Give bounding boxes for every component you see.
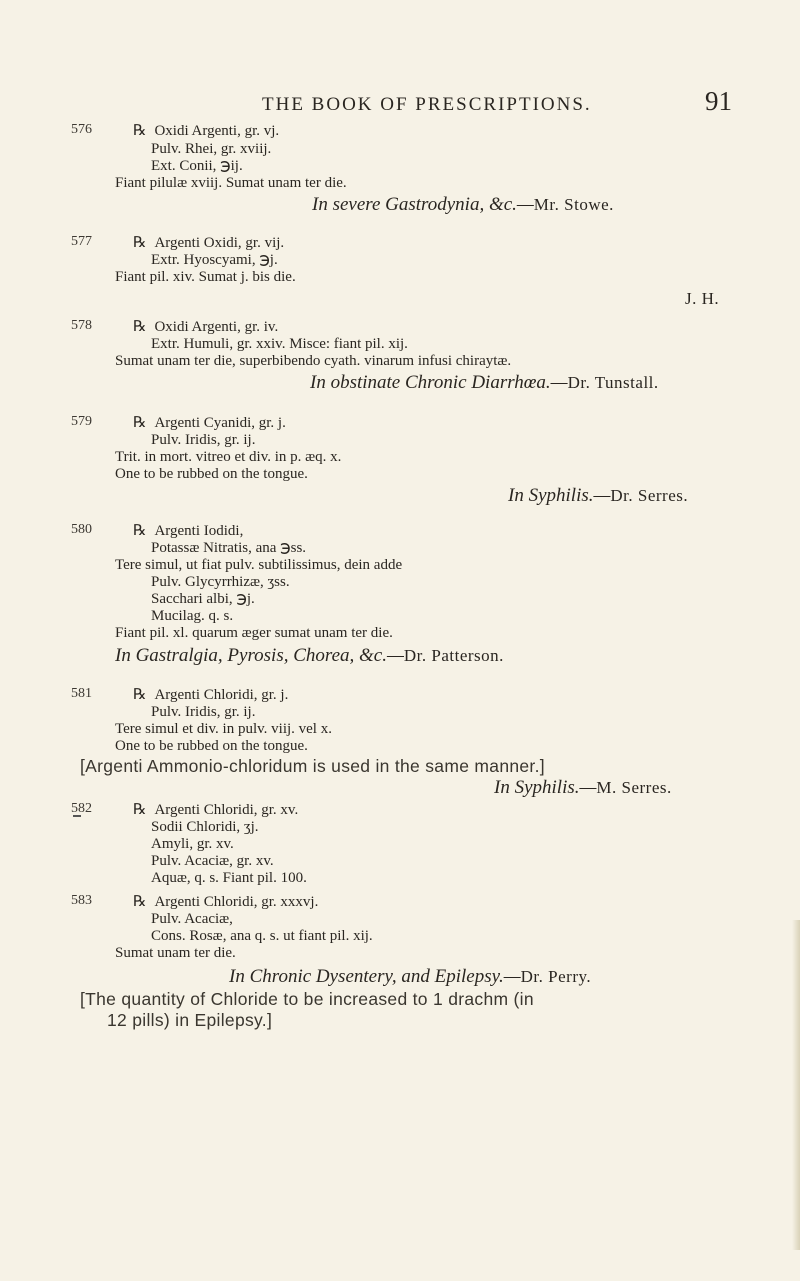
recipe-line: Ext. Conii, ℈ij. [151, 158, 243, 174]
recipe-line: ℞ Oxidi Argenti, gr. iv. [133, 319, 279, 335]
recipe-number: 583 [71, 893, 92, 908]
recipe-number: 576 [71, 122, 92, 137]
recipe-citation: In obstinate Chronic Diarrhœa.—Dr. Tunstall. [310, 372, 659, 393]
recipe-symbol-icon: ℞ [133, 235, 147, 251]
recipe-symbol-icon: ℞ [133, 415, 147, 431]
recipe-number: 581 [71, 686, 92, 701]
recipe-line: Pulv. Acaciæ, [151, 911, 233, 927]
recipe-author: J. H. [685, 289, 720, 308]
recipe-line: Sumat unam ter die, superbibendo cyath. vinarum infusi chiraytæ. [115, 353, 512, 369]
recipe-line: Fiant pil. xiv. Sumat j. bis die. [115, 269, 296, 285]
recipe-line: Extr. Humuli, gr. xxiv. Misce: fiant pil. xij. [151, 336, 408, 352]
recipe-line: Sacchari albi, ℈j. [151, 591, 255, 607]
page-edge-shadow [792, 920, 800, 1250]
recipe-symbol-icon: ℞ [133, 687, 147, 703]
recipe-line: Pulv. Rhei, gr. xviij. [151, 141, 272, 157]
recipe-line: Cons. Rosæ, ana q. s. ut fiant pil. xij. [151, 928, 373, 944]
recipe-line: Pulv. Acaciæ, gr. xv. [151, 853, 274, 869]
recipe-line: One to be rubbed on the tongue. [115, 738, 308, 754]
recipe-line: ℞ Argenti Oxidi, gr. vij. [133, 235, 285, 251]
recipe-line: Tere simul et div. in pulv. viij. vel x. [115, 721, 332, 737]
recipe-line: Potassæ Nitratis, ana ℈ss. [151, 540, 307, 556]
recipe-line: Tere simul, ut fiat pulv. subtilissimus, dein adde [115, 557, 403, 573]
recipe-citation: In Chronic Dysentery, and Epilepsy.—Dr. Perry. [229, 966, 592, 987]
recipe-line: Extr. Hyoscyami, ℈j. [151, 252, 278, 268]
recipe-symbol-icon: ℞ [133, 523, 147, 539]
recipe-line: Fiant pilulæ xviij. Sumat unam ter die. [115, 175, 347, 191]
recipe-line: Sodii Chloridi, ʒj. [151, 819, 259, 835]
page-header [262, 86, 732, 117]
running-title: THE BOOK OF PRESCRIPTIONS. [262, 94, 592, 115]
recipe-number: 577 [71, 234, 92, 249]
recipe-citation: In Gastralgia, Pyrosis, Chorea, &c.—Dr. Patterson. [115, 645, 504, 666]
editorial-note: [The quantity of Chloride to be increased to 1 drachm (in [80, 989, 534, 1009]
recipe-symbol-icon: ℞ [133, 894, 147, 910]
recipe-line: ℞ Argenti Chloridi, gr. xv. [133, 802, 299, 818]
recipe-line: Sumat unam ter die. [115, 945, 236, 961]
recipe-line: ℞ Oxidi Argenti, gr. vj. [133, 123, 280, 139]
recipe-line: Mucilag. q. s. [151, 608, 234, 624]
recipe-line: One to be rubbed on the tongue. [115, 466, 308, 482]
recipe-line: Fiant pil. xl. quarum æger sumat unam ter die. [115, 625, 393, 641]
recipe-line: Pulv. Glycyrrhizæ, ʒss. [151, 574, 290, 590]
recipe-line: ℞ Argenti Chloridi, gr. xxxvj. [133, 894, 319, 910]
recipe-number: 579 [71, 414, 92, 429]
editorial-note: [Argenti Ammonio-chloridum is used in the same manner.] [80, 756, 545, 776]
recipe-line: Pulv. Iridis, gr. ij. [151, 704, 256, 720]
recipe-symbol-icon: ℞ [133, 802, 147, 818]
recipe-line: Trit. in mort. vitreo et div. in p. æq. x. [115, 449, 342, 465]
recipe-line: ℞ Argenti Chloridi, gr. j. [133, 687, 289, 703]
recipe-line: ℞ Argenti Iodidi, [133, 523, 244, 539]
page-number: 91 [705, 86, 732, 116]
recipe-symbol-icon: ℞ [133, 123, 147, 139]
recipe-symbol-icon: ℞ [133, 319, 147, 335]
editorial-note: 12 pills) in Epilepsy.] [107, 1010, 273, 1030]
recipe-line: ℞ Argenti Cyanidi, gr. j. [133, 415, 286, 431]
recipe-number: 582 [71, 801, 92, 816]
recipe-line: Amyli, gr. xv. [151, 836, 234, 852]
recipe-line: Aquæ, q. s. Fiant pil. 100. [151, 870, 307, 886]
recipe-citation: In Syphilis.—M. Serres. [494, 777, 672, 798]
recipe-number: 580 [71, 522, 92, 537]
recipe-line: Pulv. Iridis, gr. ij. [151, 432, 256, 448]
recipe-citation: In Syphilis.—Dr. Serres. [508, 485, 689, 506]
recipe-citation: In severe Gastrodynia, &c.—Mr. Stowe. [312, 194, 614, 215]
recipe-number: 578 [71, 318, 92, 333]
